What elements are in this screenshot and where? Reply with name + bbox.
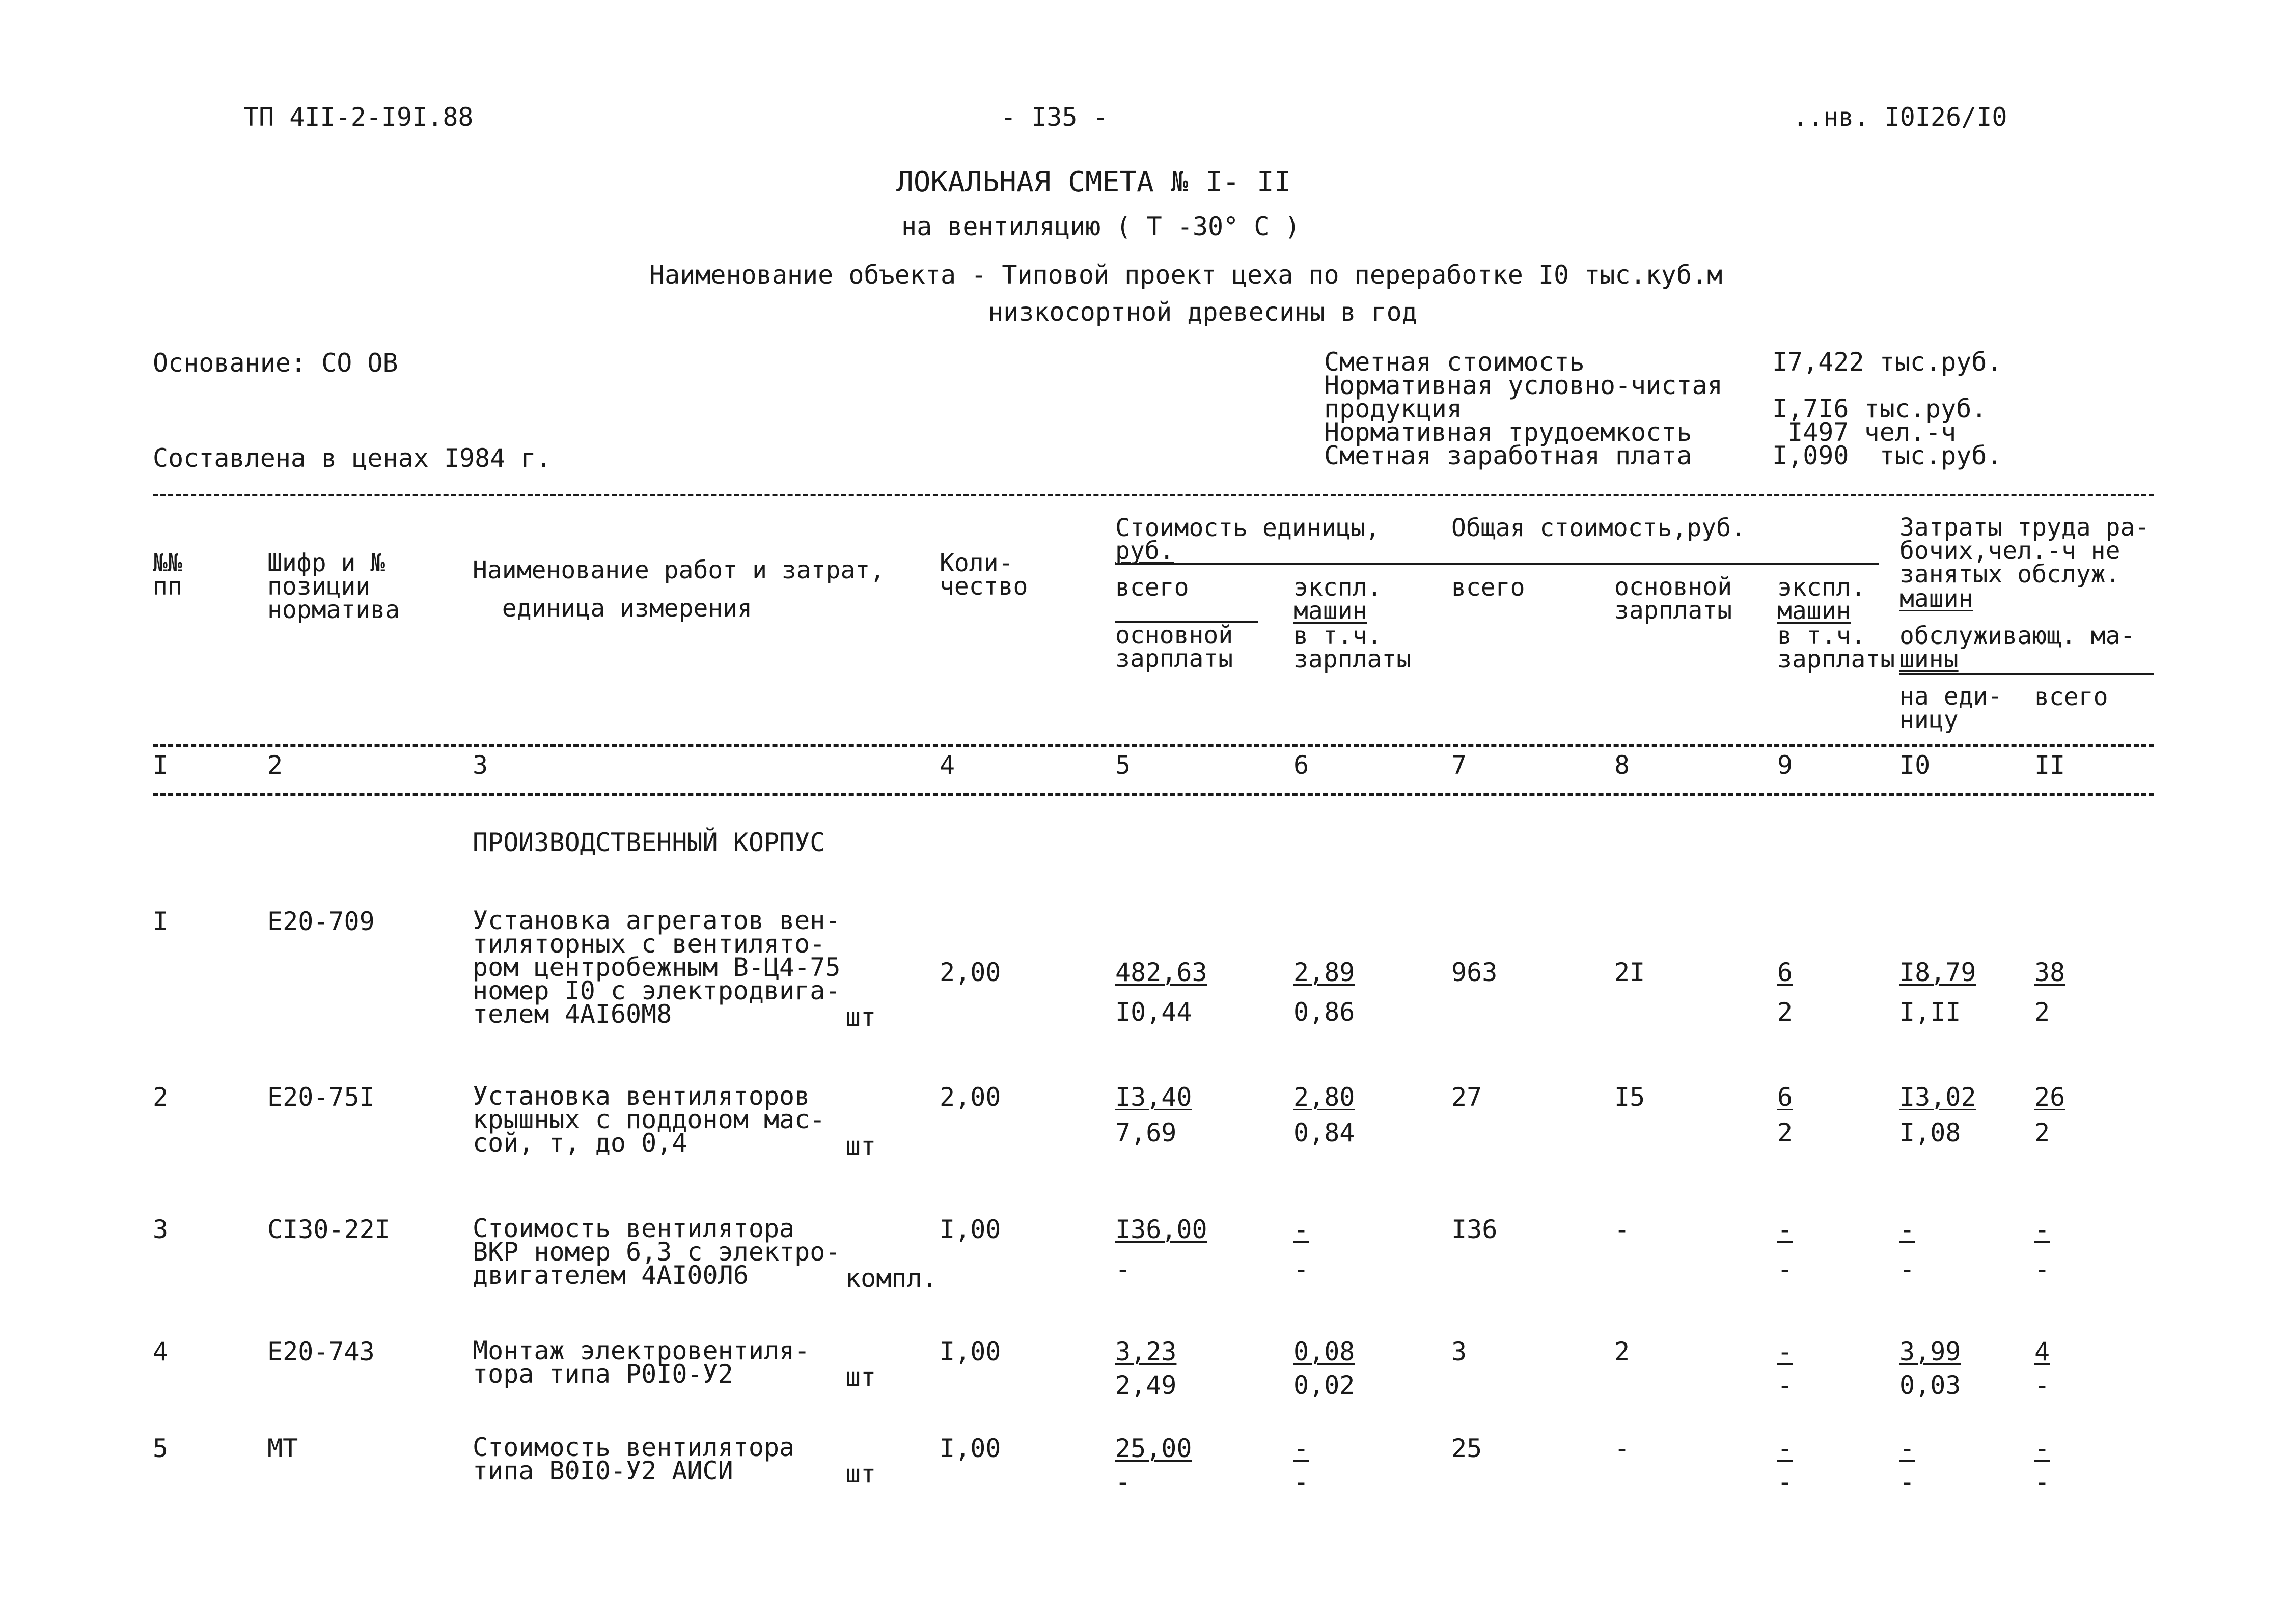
col-num-7: 7 xyxy=(1451,750,1467,780)
labor-total: 38 xyxy=(2034,958,2065,987)
col-header-work-name: Наименование работ и затрат, единица измерения xyxy=(473,556,885,623)
unit-of-measure: шт xyxy=(845,1459,876,1489)
total-cost: 3 xyxy=(1451,1337,1467,1366)
col-header-unit-zarplaty: зарплаты xyxy=(1293,645,1412,674)
unit-machine-cost: 0,08 xyxy=(1293,1337,1355,1366)
unit-machine-cost: 2,80 xyxy=(1293,1082,1355,1112)
col-header-unit-vtch: в т.ч. xyxy=(1293,622,1382,650)
norm-code: Е20-743 xyxy=(267,1337,375,1366)
table-top-rule xyxy=(153,494,2154,496)
col-num-11: II xyxy=(2034,750,2065,780)
col-num-4: 4 xyxy=(940,750,955,780)
numbers-rule xyxy=(153,793,2154,796)
col-header-total-cost: Общая стоимость,руб. xyxy=(1451,514,1746,542)
col-header-total-vtch: в т.ч. xyxy=(1777,622,1866,650)
total-machine-cost: - xyxy=(1777,1337,1793,1366)
labor-per-unit: - xyxy=(1899,1215,1915,1244)
col-header-labor-total: всего xyxy=(2034,683,2108,711)
unit-cost-base-wage: - xyxy=(1115,1254,1131,1284)
total-base-wage: 2 xyxy=(1614,1337,1630,1366)
work-name: Стоимость вентилятора типа В0I0-У2 АИСИ xyxy=(473,1433,795,1486)
col-num-1: I xyxy=(153,750,169,780)
labor-total: - xyxy=(2034,1434,2050,1463)
page-number: - I35 - xyxy=(1001,102,1108,132)
row-number: 5 xyxy=(153,1434,169,1463)
col-num-6: 6 xyxy=(1293,750,1309,780)
unit-cost-base-wage: 2,49 xyxy=(1115,1370,1177,1400)
total-cost: 27 xyxy=(1451,1082,1482,1112)
labor-per-unit: I8,79 xyxy=(1899,958,1976,987)
col-header-quantity: Коли- чество xyxy=(940,549,1028,601)
estimate-subject: на вентиляцию ( Т -30° С ) xyxy=(901,212,1300,241)
total-cost: 963 xyxy=(1451,958,1498,987)
total-base-wage: I5 xyxy=(1614,1082,1645,1112)
quantity: 2,00 xyxy=(940,958,1001,987)
col-num-8: 8 xyxy=(1614,750,1630,780)
object-name-cont: низкосортной древесины в год xyxy=(988,297,1417,327)
object-name: Наименование объекта - Типовой проект цеха по переработке I0 тыс.куб.м xyxy=(649,260,1723,290)
work-name: Установка вентиляторов крышных с поддоном мас- сой, т, до 0,4 xyxy=(473,1081,825,1158)
row-number: I xyxy=(153,907,169,936)
col-header-unit-cost-rub: руб. xyxy=(1115,537,1174,565)
unit-cost-base-wage: - xyxy=(1115,1467,1131,1497)
unit-of-measure: шт xyxy=(845,1002,876,1032)
col-header-unit-cost: Стоимость единицы, xyxy=(1115,514,1381,542)
header-rule xyxy=(153,744,2154,747)
unit-of-measure: компл. xyxy=(845,1264,938,1293)
col-header-labor-mashin: машин xyxy=(1899,584,1973,613)
col-header-total-ekspl: экспл. xyxy=(1777,573,1866,602)
unit-machine-cost: - xyxy=(1293,1215,1309,1244)
labor-total: 26 xyxy=(2034,1082,2065,1112)
col-header-labor: Затраты труда ра- бочих,чел.-ч не занятых обслуж. xyxy=(1899,513,2150,589)
document-code: ТП 4II-2-I9I.88 xyxy=(243,102,474,132)
total-machine-wage: 2 xyxy=(1777,1118,1793,1147)
serving-total: - xyxy=(2034,1467,2050,1497)
norm-code: Е20-709 xyxy=(267,907,375,936)
labor-per-unit: 3,99 xyxy=(1899,1337,1961,1366)
section-title: ПРОИЗВОДСТВЕННЫЙ КОРПУС xyxy=(473,828,825,857)
quantity: I,00 xyxy=(940,1215,1001,1244)
total-machine-wage: 2 xyxy=(1777,997,1793,1027)
unit-of-measure: шт xyxy=(845,1131,876,1161)
col-header-total-osn-zp: основной зарплаты xyxy=(1614,573,1732,625)
unit-machine-wage: - xyxy=(1293,1254,1309,1284)
unit-cost-total: I3,40 xyxy=(1115,1082,1192,1112)
unit-cost-total: 482,63 xyxy=(1115,958,1207,987)
serving-per-unit: I,08 xyxy=(1899,1118,1961,1147)
total-machine-cost: 6 xyxy=(1777,1082,1793,1112)
row-number: 3 xyxy=(153,1215,169,1244)
total-base-wage: - xyxy=(1614,1434,1630,1463)
norm-code: МТ xyxy=(267,1434,298,1463)
total-cost: 25 xyxy=(1451,1434,1482,1463)
col-header-per-unit: на еди- ницу xyxy=(1899,682,2003,734)
col-header-unit-vsego: всего xyxy=(1115,573,1189,602)
total-base-wage: 2I xyxy=(1614,958,1645,987)
col-header-unit-mashin: машин xyxy=(1293,597,1367,625)
unit-cost-total: I36,00 xyxy=(1115,1215,1207,1244)
serving-total: - xyxy=(2034,1254,2050,1284)
col-header-total-vsego: всего xyxy=(1451,573,1525,602)
total-cost: I36 xyxy=(1451,1215,1498,1244)
quantity: I,00 xyxy=(940,1337,1001,1366)
summary-labels: Сметная стоимость Нормативная условно-чистая продукция Нормативная трудоемкость Сметная заработная плата xyxy=(1324,347,1723,470)
unit-cost-total: 25,00 xyxy=(1115,1434,1192,1463)
summary-values: I7,422 тыс.руб. I,7I6 тыс.руб. I497 чел.-ч I,090 тыс.руб. xyxy=(1772,347,2002,470)
unit-cost-total: 3,23 xyxy=(1115,1337,1177,1366)
basis: Основание: СО ОВ xyxy=(153,348,398,378)
total-machine-wage: - xyxy=(1777,1370,1793,1400)
norm-code: СI30-22I xyxy=(267,1215,390,1244)
col-header-code: Шифр и № позиции норматива xyxy=(267,549,400,624)
col-header-serving-cont: шины xyxy=(1899,645,1959,674)
work-name: Стоимость вентилятора ВКР номер 6,3 с электро- двигателем 4АI00Л6 xyxy=(473,1214,841,1290)
col-header-unit-ekspl: экспл. xyxy=(1293,573,1382,602)
labor-total: - xyxy=(2034,1215,2050,1244)
row-number: 4 xyxy=(153,1337,169,1366)
unit-cost-base-wage: 7,69 xyxy=(1115,1118,1177,1147)
serving-total: 2 xyxy=(2034,997,2050,1027)
labor-total: 4 xyxy=(2034,1337,2050,1366)
unit-machine-wage: 0,86 xyxy=(1293,997,1355,1027)
total-machine-cost: - xyxy=(1777,1215,1793,1244)
total-machine-wage: - xyxy=(1777,1254,1793,1284)
unit-of-measure: шт xyxy=(845,1362,876,1392)
serving-per-unit: I,II xyxy=(1899,997,1961,1027)
quantity: 2,00 xyxy=(940,1082,1001,1112)
col-num-2: 2 xyxy=(267,750,283,780)
work-name: Установка агрегатов вен- тиляторных с вентилято- ром центробежным В-Ц4-75 номер I0 с электродвига- телем 4АI60М8 xyxy=(473,906,841,1029)
serving-total: - xyxy=(2034,1370,2050,1400)
labor-per-unit: - xyxy=(1899,1434,1915,1463)
total-machine-cost: 6 xyxy=(1777,958,1793,987)
price-basis: Составлена в ценах I984 г. xyxy=(153,443,552,473)
serving-per-unit: - xyxy=(1899,1254,1915,1284)
col-num-3: 3 xyxy=(473,750,488,780)
total-machine-cost: - xyxy=(1777,1434,1793,1463)
inventory-number: ..нв. I0I26/I0 xyxy=(1793,102,2007,132)
total-machine-wage: - xyxy=(1777,1467,1793,1497)
quantity: I,00 xyxy=(940,1434,1001,1463)
work-name: Монтаж электровентиля- тора типа Р0I0-У2 xyxy=(473,1336,810,1389)
unit-machine-cost: 2,89 xyxy=(1293,958,1355,987)
col-header-serving: обслуживающ. ма- xyxy=(1899,622,2135,650)
col-num-10: I0 xyxy=(1899,750,1931,780)
unit-machine-wage: 0,84 xyxy=(1293,1118,1355,1147)
serving-total: 2 xyxy=(2034,1118,2050,1147)
norm-code: Е20-75I xyxy=(267,1082,375,1112)
unit-machine-wage: 0,02 xyxy=(1293,1370,1355,1400)
total-base-wage: - xyxy=(1614,1215,1630,1244)
cost-header-underline xyxy=(1115,563,1879,565)
col-header-number: №№ пп xyxy=(153,549,182,601)
estimate-title: ЛОКАЛЬНАЯ СМЕТА № I- II xyxy=(896,165,1291,199)
unit-machine-wage: - xyxy=(1293,1467,1309,1497)
col-num-5: 5 xyxy=(1115,750,1131,780)
serving-per-unit: - xyxy=(1899,1467,1915,1497)
serving-per-unit: 0,03 xyxy=(1899,1370,1961,1400)
row-number: 2 xyxy=(153,1082,169,1112)
labor-per-unit: I3,02 xyxy=(1899,1082,1976,1112)
unit-machine-cost: - xyxy=(1293,1434,1309,1463)
unit-cost-base-wage: I0,44 xyxy=(1115,997,1192,1027)
col-num-9: 9 xyxy=(1777,750,1793,780)
col-header-total-zarplaty: зарплаты xyxy=(1777,645,1895,674)
col-header-unit-osn-zp: основной зарплаты xyxy=(1115,621,1233,673)
col-header-total-mashin: машин xyxy=(1777,597,1851,625)
